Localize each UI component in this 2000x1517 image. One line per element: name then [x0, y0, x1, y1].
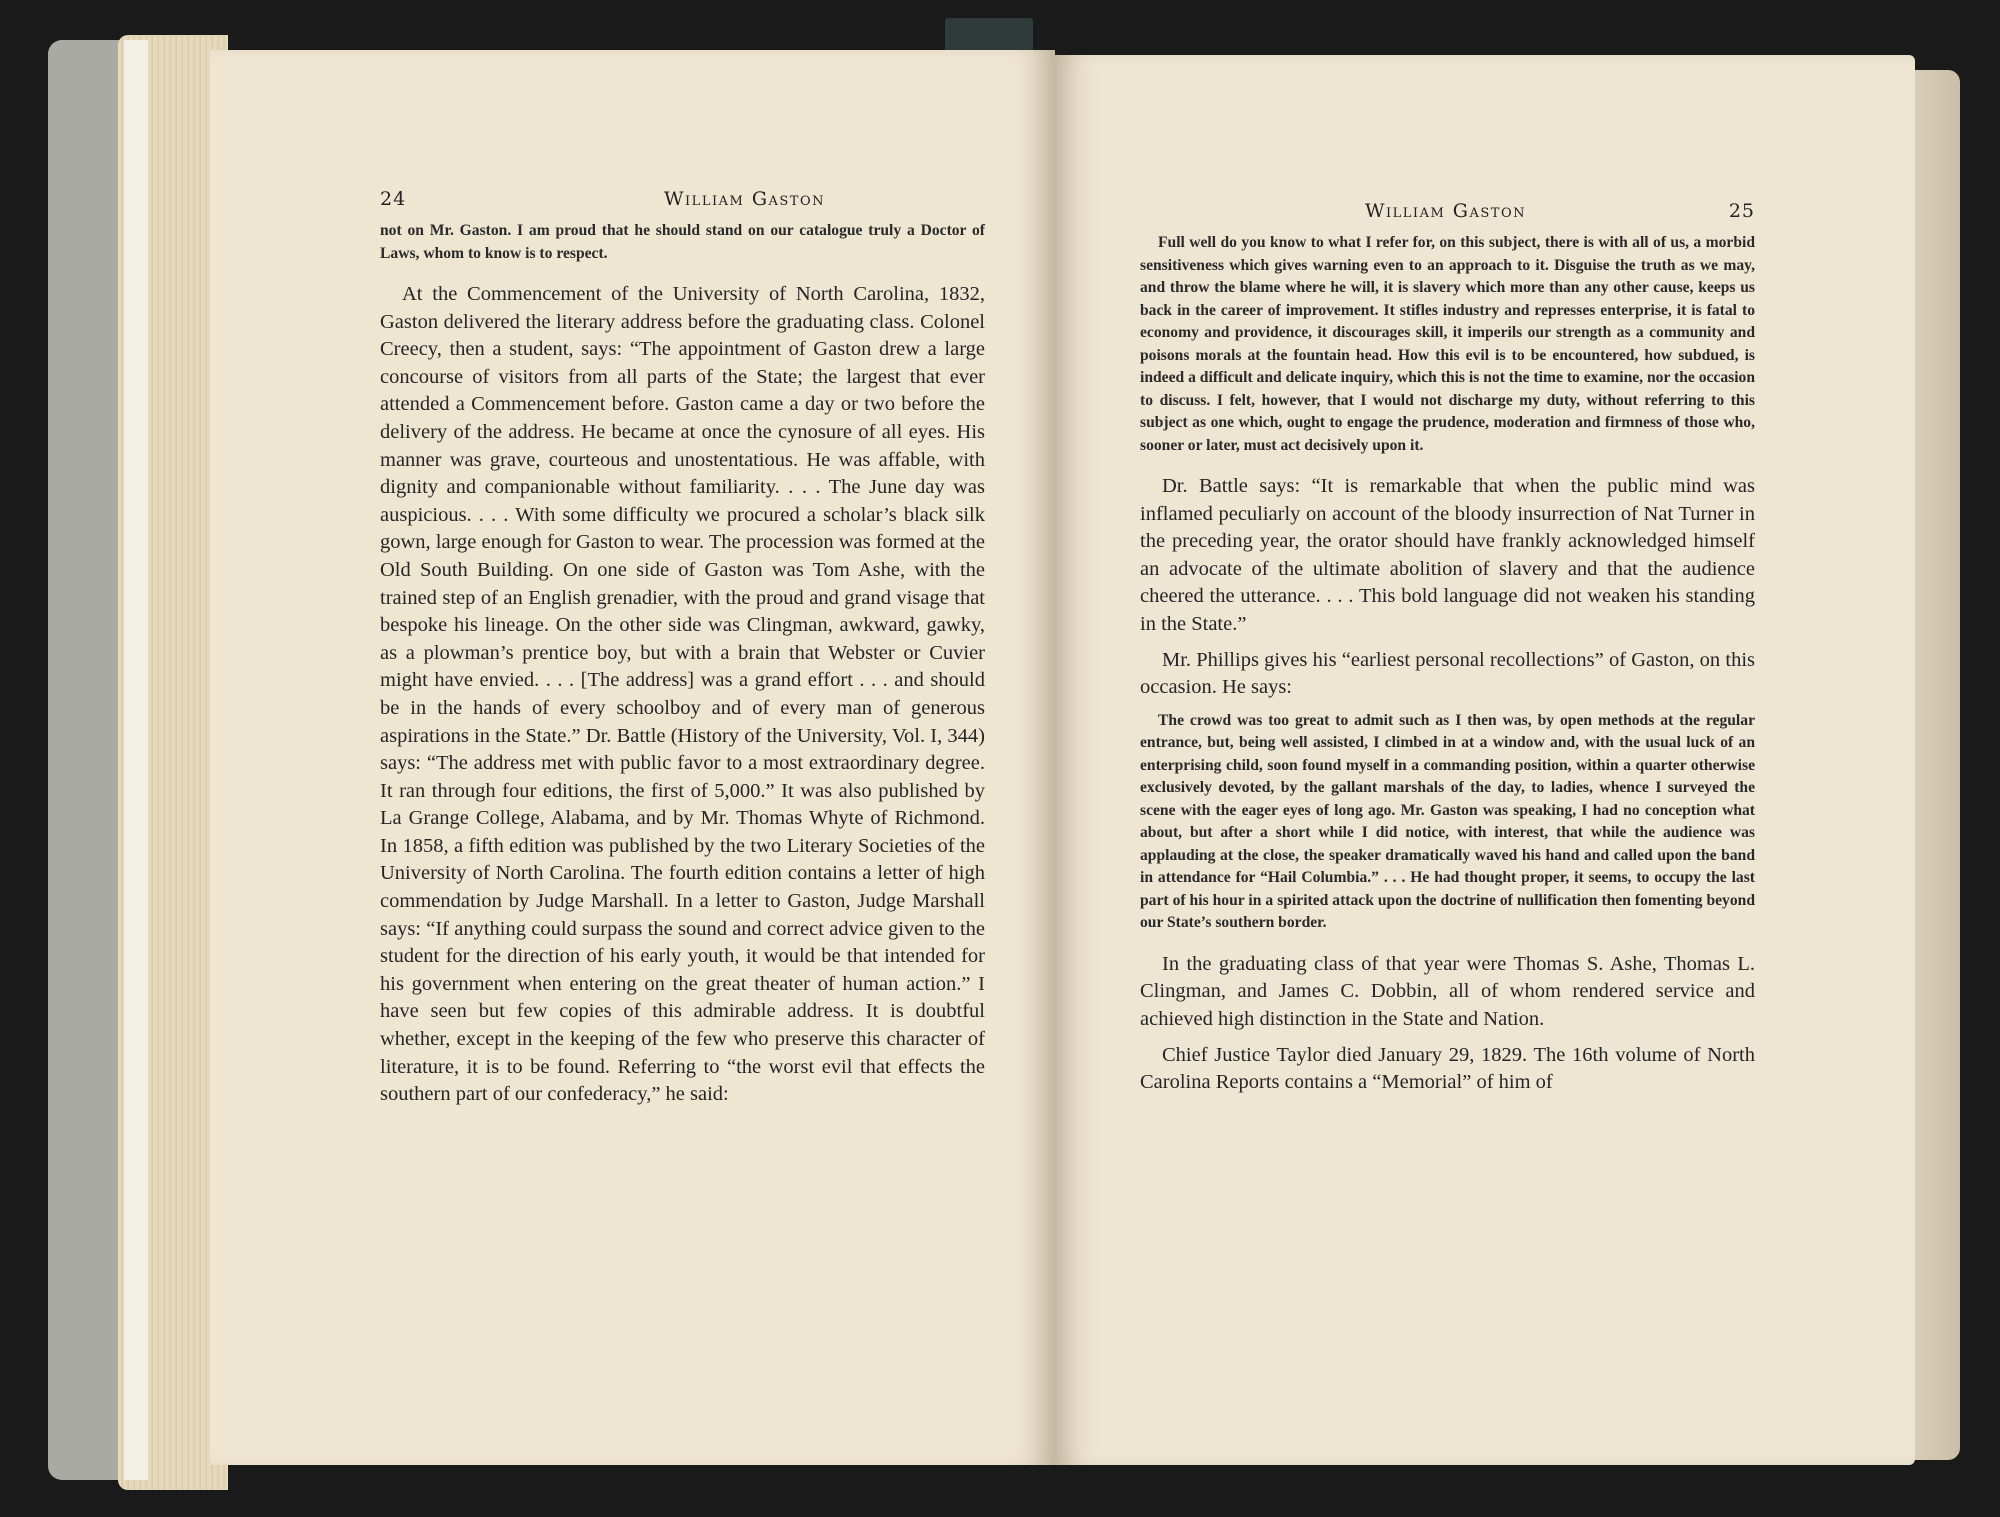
battle-paragraph: Dr. Battle says: “It is remarkable that when the public mind was inflamed peculiarly on account of the bloody insurrection of Nat Turner in the preceding year, the orator should have frankly acknowledged himself an advocate of the ultimate abolition of slavery and that the audience cheered the utterance. . . . This bold language did not weaken his standing in the State.”	[1140, 475, 1755, 635]
running-title-right: William Gaston	[1365, 200, 1526, 222]
left-page-text	[380, 188, 985, 1117]
graduating-class-paragraph: In the graduating class of that year were Thomas S. Ashe, Thomas L. Clingman, and James C. Dobbin, all of whom rendered service and achieved high distinction in the State and Nation.	[1140, 952, 1755, 1030]
left-page-header	[380, 188, 985, 210]
page-number-right: 25	[1728, 200, 1755, 222]
right-page-text	[1140, 200, 1755, 1105]
right-page-header	[1140, 200, 1755, 222]
phillips-paragraph: Mr. Phillips gives his “earliest personal recollections” of Gaston, on this occasion. He says:	[1140, 648, 1755, 699]
quote-continuation: not on Mr. Gaston. I am proud that he should stand on our catalogue truly a Doctor of Laws, whom to know is to respect.	[380, 222, 985, 262]
running-title-left: William Gaston	[664, 188, 825, 210]
flyleaf-edge	[124, 40, 148, 1480]
phillips-quote: The crowd was too great to admit such as I then was, by open methods at the regular entrance, but, being well assisted, I climbed in at a window and, with the usual luck of an enterprising child, soon found myself in a commanding position, within a quarter otherwise exclusively devoted, by the gallant marshals of the day, to ladies, whence I surveyed the scene with the eager eyes of long ago. Mr. Gaston was speaking, I had no conception what about, but after a short while I did notice, with interest, that while the audience was applauding at the close, the speaker dramatically waved his hand and called upon the band in attendance for “Hail Columbia.” . . . He had thought proper, it seems, to occupy the last part of his hour in a spirited attack upon the doctrine of nullification then fomenting beyond our State’s southern border.	[1140, 711, 1755, 932]
page-number-left: 24	[380, 188, 407, 210]
binding-band	[945, 18, 1033, 52]
taylor-paragraph: Chief Justice Taylor died January 29, 1829. The 16th volume of North Carolina Reports contains a “Memorial” of him of	[1140, 1043, 1755, 1094]
address-quote: Full well do you know to what I refer for, on this subject, there is with all of us, a morbid sensitiveness which gives warning even to an approach to it. Disguise the truth as we may, and throw the blame where he will, it is slavery which more than any other cause, keeps us back in the career of improvement. It stifles industry and represses enterprise, it is fatal to economy and providence, it discourages skill, it imperils our strength as a community and poisons morals at the fountain head. How this evil is to be encountered, how subdued, is indeed a difficult and delicate inquiry, which this is not the time to examine, nor the occasion to discuss. I felt, however, that I would not discharge my duty, without referring to this subject as one which, ought to engage the prudence, moderation and firmness of those who, sooner or later, must act decisively upon it.	[1140, 234, 1755, 454]
commencement-paragraph: At the Commencement of the University of North Carolina, 1832, Gaston delivered the literary address before the graduating class. Colonel Creecy, then a student, says: “The appointment of Gaston drew a large concourse of visitors from all parts of the State; the largest that ever attended a Commencement before. Gaston came a day or two before the delivery of the address. He became at once the cynosure of all eyes. His manner was grave, courteous and unostentatious. He was affable, with dignity and companionable without familiarity. . . . The June day was auspicious. . . . With some difficulty we procured a scholar’s black silk gown, large enough for Gaston to wear. The procession was formed at the Old South Building. On one side of Gaston was Tom Ashe, with the trained step of an English grenadier, with the proud and grand visage that bespoke his lineage. On the other side was Clingman, awkward, gawky, as a plowman’s prentice boy, but with a brain that Webster or Cuvier might have envied. . . . [The address] was a grand effort . . . and should be in the hands of every schoolboy and of every man of generous aspirations in the State.” Dr. Battle (History of the University, Vol. I, 344) says: “The address met with public favor to a most extraordinary degree. It ran through four editions, the first of 5,000.” It was also published by La Grange College, Alabama, and by Mr. Thomas Whyte of Richmond. In 1858, a fifth edition was published by the two Literary Societies of the University of North Carolina. The fourth edition contains a letter of high commendation by Judge Marshall. In a letter to Gaston, Judge Marshall says: “If anything could surpass the sound and correct advice given to the student for the direction of his early youth, it would be that intended for his government when entering on the great theater of human action.” I have seen but few copies of this admirable address. It is doubtful whether, except in the keeping of the few who preserve this character of literature, it is to be found. Referring to “the worst evil that effects the southern part of our confederacy,” he said:	[380, 283, 985, 1106]
